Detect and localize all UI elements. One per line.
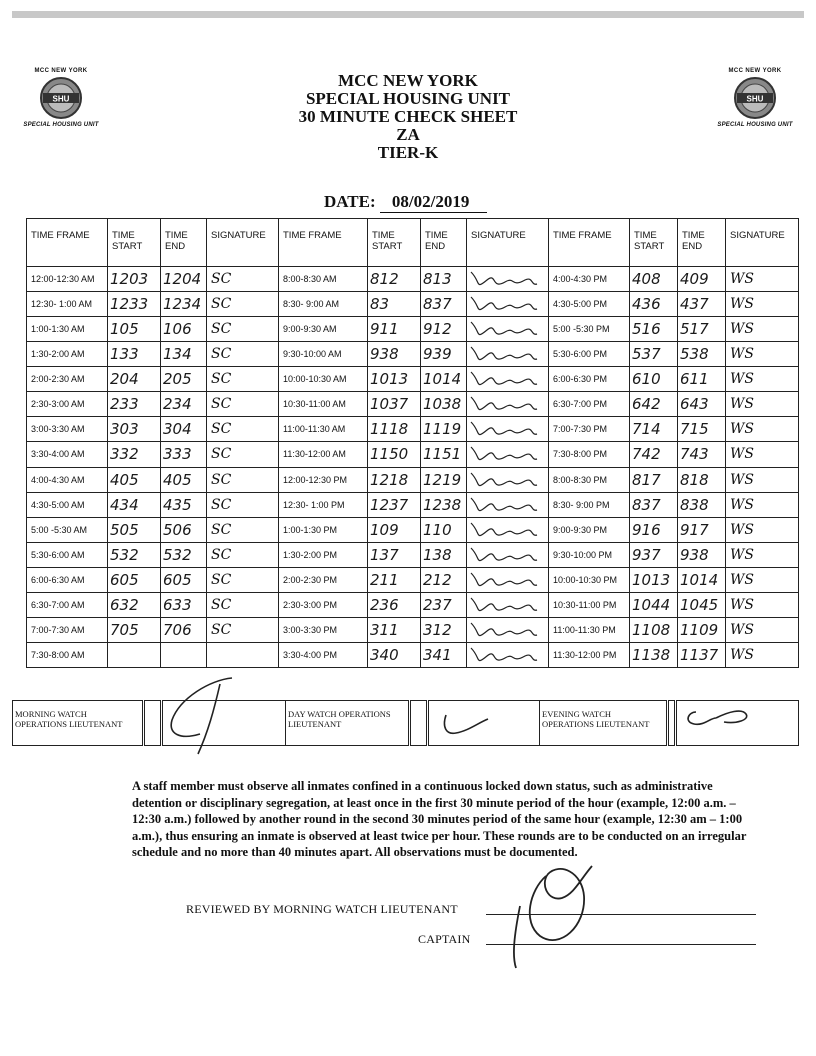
time-frame-cell: 8:30- 9:00 AM [279, 292, 368, 317]
scribbled-signature [467, 293, 541, 315]
time-frame-cell: 7:00-7:30 AM [27, 617, 108, 642]
seal-top-text: MCC NEW YORK [728, 68, 782, 74]
time-end-cell[interactable]: 912 [421, 317, 467, 342]
time-start-cell[interactable]: 632 [108, 592, 161, 617]
time-end-cell[interactable]: 743 [678, 442, 726, 467]
signature-cell[interactable] [467, 367, 549, 392]
time-frame-cell: 12:00-12:30 AM [27, 267, 108, 292]
time-start-cell[interactable]: 705 [108, 617, 161, 642]
table-row [27, 367, 799, 392]
signature-cell[interactable]: SC [207, 392, 279, 417]
date-line [324, 192, 487, 213]
table-row [27, 567, 799, 592]
table-row [27, 592, 799, 617]
time-frame-cell: 6:00-6:30 PM [549, 367, 630, 392]
time-start-cell[interactable]: 340 [368, 642, 421, 667]
time-end-cell[interactable]: 409 [678, 267, 726, 292]
time-start-cell[interactable]: 1218 [368, 467, 421, 492]
signature-cell[interactable]: WS [726, 592, 799, 617]
left-shu-seal [16, 68, 106, 128]
scribbled-signature [467, 368, 541, 390]
time-start-cell[interactable]: 408 [630, 267, 678, 292]
signature-cell[interactable]: SC [207, 417, 279, 442]
time-end-cell[interactable]: 435 [161, 492, 207, 517]
signature-cell[interactable]: WS [726, 617, 799, 642]
scribbled-signature [467, 268, 541, 290]
time-end-cell[interactable]: 605 [161, 567, 207, 592]
time-end-cell[interactable]: 1014 [678, 567, 726, 592]
time-frame-cell: 2:30-3:00 PM [279, 592, 368, 617]
time-end-cell[interactable]: 506 [161, 517, 207, 542]
heading-line: SPECIAL HOUSING UNIT [305, 89, 511, 108]
time-frame-cell: 12:00-12:30 PM [279, 467, 368, 492]
signature-cell[interactable]: SC [207, 442, 279, 467]
signature-cell[interactable]: SC [207, 267, 279, 292]
signature-cell[interactable]: SC [207, 292, 279, 317]
reviewed-label: REVIEWED BY MORNING WATCH LIEUTENANT [186, 902, 458, 916]
divider [410, 701, 428, 746]
table-row [27, 517, 799, 542]
time-frame-cell: 8:30- 9:00 PM [549, 492, 630, 517]
table-row [27, 392, 799, 417]
scan-top-border [12, 11, 804, 18]
time-frame-cell: 7:30-8:00 AM [27, 642, 108, 667]
table-row [27, 442, 799, 467]
signature-cell[interactable]: WS [726, 292, 799, 317]
signature-cell[interactable] [467, 467, 549, 492]
time-frame-cell: 6:00-6:30 AM [27, 567, 108, 592]
time-start-cell[interactable]: 812 [368, 267, 421, 292]
signature-cell[interactable]: SC [207, 592, 279, 617]
time-start-cell[interactable]: 742 [630, 442, 678, 467]
time-start-cell[interactable]: 1237 [368, 492, 421, 517]
signature-cell[interactable] [467, 342, 549, 367]
time-end-cell[interactable]: 838 [678, 492, 726, 517]
time-start-cell[interactable]: 1037 [368, 392, 421, 417]
signature-cell[interactable]: SC [207, 567, 279, 592]
time-end-cell[interactable]: 333 [161, 442, 207, 467]
day-lieutenant-signature [438, 705, 498, 745]
time-start-cell[interactable]: 204 [108, 367, 161, 392]
signature-cell[interactable] [207, 642, 279, 667]
scribbled-signature [467, 544, 541, 566]
time-end-cell[interactable]: 304 [161, 417, 207, 442]
time-end-cell[interactable]: 1045 [678, 592, 726, 617]
signature-cell[interactable] [467, 592, 549, 617]
time-start-cell[interactable]: 1118 [368, 417, 421, 442]
signature-cell[interactable]: SC [207, 492, 279, 517]
column-header: TIME FRAME [549, 219, 630, 267]
time-frame-cell: 5:30-6:00 AM [27, 542, 108, 567]
signature-cell[interactable]: SC [207, 467, 279, 492]
time-frame-cell: 5:00 -5:30 PM [549, 317, 630, 342]
time-end-cell[interactable]: 1119 [421, 417, 467, 442]
signature-cell[interactable]: SC [207, 367, 279, 392]
time-frame-cell: 1:30-2:00 AM [27, 342, 108, 367]
time-frame-cell: 9:00-9:30 PM [549, 517, 630, 542]
time-start-cell[interactable]: 937 [630, 542, 678, 567]
time-start-cell[interactable]: 537 [630, 342, 678, 367]
table-row [27, 617, 799, 642]
heading-line: ZA [396, 125, 420, 144]
signature-cell[interactable] [467, 417, 549, 442]
evening-lieutenant-signature [680, 702, 760, 732]
signature-cell[interactable] [467, 442, 549, 467]
scribbled-signature [467, 569, 541, 591]
time-start-cell[interactable]: 1150 [368, 442, 421, 467]
date-value: 08/02/2019 [380, 192, 487, 213]
time-frame-cell: 2:00-2:30 PM [279, 567, 368, 592]
seal-top-text: MCC NEW YORK [34, 68, 88, 74]
time-end-cell[interactable]: 643 [678, 392, 726, 417]
time-frame-cell: 1:30-2:00 PM [279, 542, 368, 567]
time-frame-cell: 8:00-8:30 PM [549, 467, 630, 492]
time-frame-cell: 5:30-6:00 PM [549, 342, 630, 367]
signature-cell[interactable]: WS [726, 367, 799, 392]
scribbled-signature [467, 343, 541, 365]
heading-line: 30 MINUTE CHECK SHEET [298, 107, 518, 126]
signature-cell[interactable]: WS [726, 642, 799, 667]
table-row [27, 292, 799, 317]
time-end-cell[interactable]: 205 [161, 367, 207, 392]
signature-cell[interactable] [467, 517, 549, 542]
signature-cell[interactable] [467, 642, 549, 667]
seal-bottom-text: SPECIAL HOUSING UNIT [23, 122, 99, 128]
scribbled-signature [467, 494, 541, 516]
time-start-cell[interactable]: 236 [368, 592, 421, 617]
time-start-cell[interactable]: 105 [108, 317, 161, 342]
table-row [27, 317, 799, 342]
morning-lieutenant-signature [150, 670, 250, 760]
time-end-cell[interactable]: 405 [161, 467, 207, 492]
column-header: TIME START [108, 219, 161, 267]
reviewer-signature [500, 856, 610, 976]
time-start-cell[interactable]: 436 [630, 292, 678, 317]
time-frame-cell: 3:00-3:30 AM [27, 417, 108, 442]
time-end-cell[interactable]: 234 [161, 392, 207, 417]
table-row [27, 267, 799, 292]
signature-cell[interactable]: SC [207, 317, 279, 342]
signature-cell[interactable]: SC [207, 617, 279, 642]
check-sheet-table [26, 218, 799, 668]
scribbled-signature [467, 443, 541, 465]
day-watch-label: DAY WATCH OPERATIONS LIEUTENANT [286, 701, 410, 746]
time-frame-cell: 11:30-12:00 AM [279, 442, 368, 467]
table-row [27, 492, 799, 517]
time-frame-cell: 1:00-1:30 AM [27, 317, 108, 342]
heading-line: TIER-K [377, 143, 439, 162]
table-row [27, 467, 799, 492]
signature-cell[interactable] [467, 392, 549, 417]
time-end-cell[interactable]: 611 [678, 367, 726, 392]
time-frame-cell: 2:00-2:30 AM [27, 367, 108, 392]
seal-center-text: SHU [746, 94, 764, 104]
time-start-cell[interactable]: 1233 [108, 292, 161, 317]
time-end-cell[interactable]: 813 [421, 267, 467, 292]
time-start-cell[interactable]: 1108 [630, 617, 678, 642]
time-frame-cell: 4:30-5:00 AM [27, 492, 108, 517]
time-end-cell[interactable]: 1151 [421, 442, 467, 467]
signature-cell[interactable]: WS [726, 267, 799, 292]
time-frame-cell: 8:00-8:30 AM [279, 267, 368, 292]
time-frame-cell: 4:00-4:30 AM [27, 467, 108, 492]
time-start-cell[interactable] [108, 642, 161, 667]
scribbled-signature [467, 469, 541, 491]
time-end-cell[interactable]: 212 [421, 567, 467, 592]
signature-cell[interactable]: WS [726, 442, 799, 467]
time-start-cell[interactable]: 109 [368, 517, 421, 542]
time-start-cell[interactable]: 911 [368, 317, 421, 342]
signature-cell[interactable]: WS [726, 492, 799, 517]
signature-cell[interactable]: SC [207, 342, 279, 367]
signature-cell[interactable]: WS [726, 417, 799, 442]
time-end-cell[interactable]: 134 [161, 342, 207, 367]
time-frame-cell: 11:00-11:30 AM [279, 417, 368, 442]
heading-line: MCC NEW YORK [338, 71, 478, 90]
time-start-cell[interactable]: 303 [108, 417, 161, 442]
time-end-cell[interactable]: 110 [421, 517, 467, 542]
time-end-cell[interactable]: 538 [678, 342, 726, 367]
time-end-cell[interactable]: 1109 [678, 617, 726, 642]
time-end-cell[interactable]: 106 [161, 317, 207, 342]
time-start-cell[interactable]: 505 [108, 517, 161, 542]
signature-cell[interactable] [467, 567, 549, 592]
time-frame-cell: 3:00-3:30 PM [279, 617, 368, 642]
time-frame-cell: 5:00 -5:30 AM [27, 517, 108, 542]
signature-cell[interactable] [467, 542, 549, 567]
time-end-cell[interactable]: 837 [421, 292, 467, 317]
time-frame-cell: 7:30-8:00 PM [549, 442, 630, 467]
scribbled-signature [467, 393, 541, 415]
evening-watch-label: EVENING WATCH OPERATIONS LIEUTENANT [540, 701, 668, 746]
time-start-cell[interactable]: 1044 [630, 592, 678, 617]
date-label: DATE: [324, 192, 376, 211]
time-end-cell[interactable]: 633 [161, 592, 207, 617]
time-end-cell[interactable]: 1234 [161, 292, 207, 317]
time-end-cell[interactable]: 1238 [421, 492, 467, 517]
time-end-cell[interactable]: 437 [678, 292, 726, 317]
time-frame-cell: 11:00-11:30 PM [549, 617, 630, 642]
time-start-cell[interactable]: 1203 [108, 267, 161, 292]
right-shu-seal [710, 68, 800, 128]
time-frame-cell: 2:30-3:00 AM [27, 392, 108, 417]
time-frame-cell: 3:30-4:00 AM [27, 442, 108, 467]
time-end-cell[interactable]: 517 [678, 317, 726, 342]
signature-cell[interactable] [467, 267, 549, 292]
time-frame-cell: 10:30-11:00 AM [279, 392, 368, 417]
column-header: SIGNATURE [207, 219, 279, 267]
time-start-cell[interactable]: 1013 [368, 367, 421, 392]
time-start-cell[interactable]: 311 [368, 617, 421, 642]
document-heading [250, 72, 566, 162]
time-frame-cell: 9:30-10:00 AM [279, 342, 368, 367]
time-end-cell[interactable]: 532 [161, 542, 207, 567]
signature-cell[interactable] [467, 292, 549, 317]
time-frame-cell: 10:00-10:30 PM [549, 567, 630, 592]
column-header: TIME END [678, 219, 726, 267]
time-end-cell[interactable]: 715 [678, 417, 726, 442]
scribbled-signature [467, 619, 541, 641]
time-end-cell[interactable]: 312 [421, 617, 467, 642]
seal-emblem-icon [733, 76, 777, 120]
signature-cell[interactable]: WS [726, 517, 799, 542]
time-start-cell[interactable]: 938 [368, 342, 421, 367]
table-row [27, 642, 799, 667]
time-end-cell[interactable]: 818 [678, 467, 726, 492]
signature-cell[interactable]: WS [726, 392, 799, 417]
time-start-cell[interactable]: 211 [368, 567, 421, 592]
scribbled-signature [467, 318, 541, 340]
table-row [27, 417, 799, 442]
time-frame-cell: 7:00-7:30 PM [549, 417, 630, 442]
signature-cell[interactable] [467, 492, 549, 517]
time-start-cell[interactable]: 605 [108, 567, 161, 592]
time-start-cell[interactable]: 133 [108, 342, 161, 367]
time-frame-cell: 10:00-10:30 AM [279, 367, 368, 392]
column-header: SIGNATURE [726, 219, 799, 267]
time-frame-cell: 12:30- 1:00 PM [279, 492, 368, 517]
time-start-cell[interactable]: 1013 [630, 567, 678, 592]
time-end-cell[interactable]: 939 [421, 342, 467, 367]
signature-cell[interactable]: SC [207, 517, 279, 542]
time-end-cell[interactable]: 938 [678, 542, 726, 567]
morning-watch-label: MORNING WATCH OPERATIONS LIEUTENANT [13, 701, 144, 746]
signature-cell[interactable]: WS [726, 567, 799, 592]
time-end-cell[interactable]: 706 [161, 617, 207, 642]
time-start-cell[interactable]: 516 [630, 317, 678, 342]
seal-center-text: SHU [52, 94, 70, 104]
time-frame-cell: 11:30-12:00 PM [549, 642, 630, 667]
time-end-cell[interactable]: 1137 [678, 642, 726, 667]
table-row [27, 342, 799, 367]
time-start-cell[interactable]: 1138 [630, 642, 678, 667]
time-start-cell[interactable]: 405 [108, 467, 161, 492]
table-row [27, 542, 799, 567]
column-header: TIME FRAME [279, 219, 368, 267]
time-start-cell[interactable]: 332 [108, 442, 161, 467]
signature-cell[interactable]: WS [726, 342, 799, 367]
time-start-cell[interactable]: 532 [108, 542, 161, 567]
seal-emblem-icon [39, 76, 83, 120]
time-start-cell[interactable]: 434 [108, 492, 161, 517]
time-start-cell[interactable]: 642 [630, 392, 678, 417]
column-header: TIME FRAME [27, 219, 108, 267]
time-start-cell[interactable]: 916 [630, 517, 678, 542]
time-frame-cell: 9:00-9:30 AM [279, 317, 368, 342]
time-end-cell[interactable]: 237 [421, 592, 467, 617]
time-frame-cell: 3:30-4:00 PM [279, 642, 368, 667]
time-end-cell[interactable]: 138 [421, 542, 467, 567]
time-end-cell[interactable]: 1014 [421, 367, 467, 392]
time-end-cell[interactable]: 1038 [421, 392, 467, 417]
time-frame-cell: 4:00-4:30 PM [549, 267, 630, 292]
scribbled-signature [467, 644, 541, 666]
time-start-cell[interactable]: 233 [108, 392, 161, 417]
signature-cell[interactable]: WS [726, 542, 799, 567]
time-frame-cell: 9:30-10:00 PM [549, 542, 630, 567]
time-start-cell[interactable]: 83 [368, 292, 421, 317]
seal-bottom-text: SPECIAL HOUSING UNIT [717, 122, 793, 128]
signature-cell[interactable]: WS [726, 467, 799, 492]
divider [668, 701, 676, 746]
scribbled-signature [467, 594, 541, 616]
time-end-cell[interactable]: 1204 [161, 267, 207, 292]
signature-cell[interactable]: SC [207, 542, 279, 567]
time-frame-cell: 12:30- 1:00 AM [27, 292, 108, 317]
time-frame-cell: 10:30-11:00 PM [549, 592, 630, 617]
scribbled-signature [467, 418, 541, 440]
time-frame-cell: 6:30-7:00 PM [549, 392, 630, 417]
time-start-cell[interactable]: 610 [630, 367, 678, 392]
captain-label: CAPTAIN [418, 932, 471, 946]
signature-cell[interactable] [467, 317, 549, 342]
time-start-cell[interactable]: 714 [630, 417, 678, 442]
scribbled-signature [467, 519, 541, 541]
column-header: TIME START [630, 219, 678, 267]
time-end-cell[interactable] [161, 642, 207, 667]
column-header: TIME END [161, 219, 207, 267]
time-frame-cell: 1:00-1:30 PM [279, 517, 368, 542]
time-start-cell[interactable]: 817 [630, 467, 678, 492]
column-header: SIGNATURE [467, 219, 549, 267]
time-frame-cell: 6:30-7:00 AM [27, 592, 108, 617]
time-end-cell[interactable]: 917 [678, 517, 726, 542]
time-end-cell[interactable]: 1219 [421, 467, 467, 492]
time-start-cell[interactable]: 137 [368, 542, 421, 567]
signature-cell[interactable]: WS [726, 317, 799, 342]
time-end-cell[interactable]: 341 [421, 642, 467, 667]
column-header: TIME START [368, 219, 421, 267]
policy-paragraph: A staff member must observe all inmates confined in a continuous locked down status, such as administrative detention or disciplinary segregation, at least once in the first 30 minute period of the hour (example, 12:00 a.m. – 12:30 a.m.) followed by another round in the second 30 minutes period of the same hour (example, 12:30 am – 1:00 a.m.), thus ensuring an inmate is observed at least twice per hour. These rounds are to be conducted on an irregular schedule and no more than 40 minutes apart. All observations must be documented. [132, 779, 747, 859]
table-header-row [27, 219, 799, 267]
signature-cell[interactable] [467, 617, 549, 642]
time-start-cell[interactable]: 837 [630, 492, 678, 517]
time-frame-cell: 4:30-5:00 PM [549, 292, 630, 317]
column-header: TIME END [421, 219, 467, 267]
